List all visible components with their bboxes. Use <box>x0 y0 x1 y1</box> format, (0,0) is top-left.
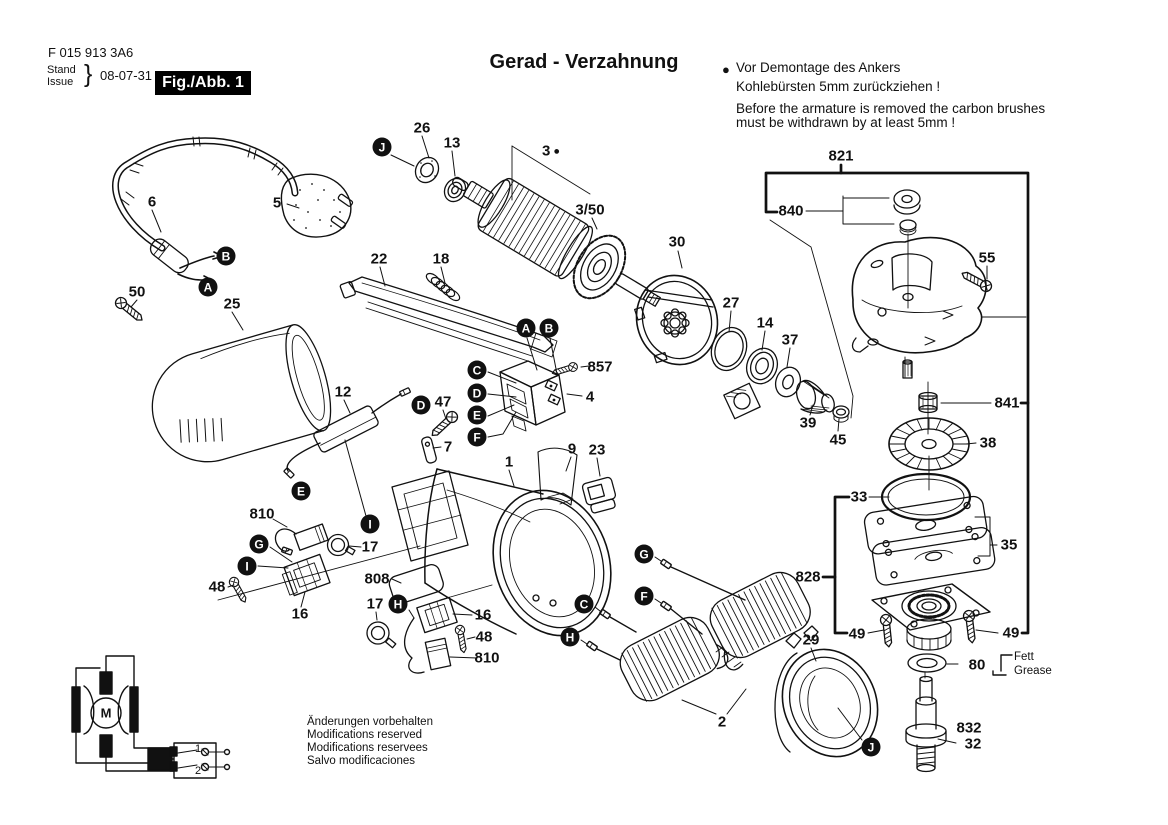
washer-80-drawing <box>908 654 946 672</box>
document-number: F 015 913 3A6 <box>48 45 134 60</box>
marker-g: G <box>250 535 269 554</box>
leader-lines <box>128 136 998 743</box>
part-label-857: 857 <box>587 358 613 376</box>
page-title: Gerad - Verzahnung <box>489 51 679 73</box>
part-label-7: 7 <box>443 438 453 456</box>
cap-17-right-drawing <box>367 622 396 648</box>
armature-drawing <box>436 150 675 331</box>
clamp-7-drawing <box>421 436 437 464</box>
part-label-38: 38 <box>979 434 997 452</box>
grease-note-en: Grease <box>1014 665 1052 677</box>
pinion-841-drawing <box>919 393 937 413</box>
felt-ring-26-drawing <box>411 153 443 187</box>
part-label-18: 18 <box>432 250 450 268</box>
spindle-collar-drawing <box>903 360 912 378</box>
issue-label-line: Issue <box>47 76 74 88</box>
brush-holder-16-left-drawing <box>280 554 330 597</box>
grease-note-de: Fett <box>1014 651 1034 663</box>
part-label-828: 828 <box>795 568 821 586</box>
part-label-3-50: 3/50 <box>575 201 605 219</box>
brush-810-left-drawing <box>275 524 328 555</box>
marker-e: E <box>468 406 487 425</box>
part-label-45: 45 <box>829 431 847 449</box>
part-label-49: 49 <box>1002 624 1020 642</box>
part-label-16: 16 <box>291 605 309 623</box>
nut-45-drawing <box>833 406 849 422</box>
part-label-55: 55 <box>978 249 996 267</box>
gasket-plates-35-drawing <box>863 495 996 587</box>
part-label-49: 49 <box>848 625 866 643</box>
marker-g: G <box>635 545 654 564</box>
housing-cap-drawing <box>139 320 339 475</box>
power-cord-drawing <box>115 137 295 248</box>
footer-line-fr: Modifications reservees <box>307 742 428 754</box>
part-label-9: 9 <box>567 440 577 458</box>
marker-j: J <box>373 138 392 157</box>
marker-h: H <box>389 595 408 614</box>
part-label-6: 6 <box>147 193 157 211</box>
part-label-2: 2 <box>717 713 727 731</box>
part-label-48: 48 <box>208 578 226 596</box>
footer-line-en: Modifications reserved <box>307 729 423 741</box>
field-coil-lower-drawing <box>613 608 731 708</box>
marker-i: I <box>361 515 380 534</box>
part-label-14: 14 <box>756 314 774 332</box>
spindle-32-drawing <box>906 677 946 772</box>
cap-840-drawing <box>894 190 920 235</box>
switch-4-drawing <box>500 361 565 431</box>
part-label-16: 16 <box>474 606 492 624</box>
marker-f: F <box>635 587 654 606</box>
brace-glyph: } <box>84 60 93 88</box>
screw-55-drawing <box>960 268 994 293</box>
wiring-schematic <box>72 656 230 778</box>
part-label-3: 3 ● <box>542 142 560 160</box>
marker-j: J <box>862 738 881 757</box>
stand-label-line: Stand <box>47 64 76 76</box>
marker-b: B <box>540 319 559 338</box>
part-label-5: 5 <box>272 194 282 212</box>
footer-line-es: Salvo modificaciones <box>307 755 416 767</box>
part-label-1: 1 <box>504 453 514 471</box>
marker-c: C <box>468 361 487 380</box>
part-label-840: 840 <box>778 202 804 220</box>
part-label-17: 17 <box>366 595 384 613</box>
marker-b: B <box>217 247 236 266</box>
marker-c: C <box>575 595 594 614</box>
cap-17-left-drawing <box>328 535 355 556</box>
part-label-30: 30 <box>668 233 686 251</box>
marker-a: A <box>199 278 218 297</box>
part-label-22: 22 <box>370 250 388 268</box>
marker-a: A <box>517 319 536 338</box>
gear-housing-drawing <box>852 238 986 353</box>
part-label-35: 35 <box>1000 536 1018 554</box>
part-label-32: 32 <box>964 735 982 753</box>
notice-en-line2: must be withdrawn by at least 5mm ! <box>736 115 956 130</box>
switch-carrier-frame-drawing <box>392 471 468 561</box>
part-label-80: 80 <box>968 656 986 674</box>
notice-de-line2: Kohlebürsten 5mm zurückziehen ! <box>736 79 941 94</box>
notice-en-line1: Before the armature is removed the carbon brushes <box>736 101 1046 116</box>
marker-d: D <box>468 384 487 403</box>
part-label-13: 13 <box>443 134 461 152</box>
schematic-terminal-2-label: 2 <box>194 765 202 777</box>
part-label-832: 832 <box>956 719 982 737</box>
stand-issue-label <box>47 64 76 88</box>
screw-48-left-drawing <box>228 576 250 605</box>
part-label-808: 808 <box>364 570 390 588</box>
part-label-25: 25 <box>223 295 241 313</box>
schematic-terminal-1-label: 1 <box>194 743 202 755</box>
part-label-841: 841 <box>994 394 1020 412</box>
schematic-motor-label: M <box>100 705 112 721</box>
marker-h: H <box>561 628 580 647</box>
service-dot: ● <box>553 145 560 158</box>
notice-de-line1: Vor Demontage des Ankers <box>736 60 901 75</box>
figure-label-box: Fig./Abb. 1 <box>155 71 251 95</box>
o-ring-33-drawing <box>882 474 970 520</box>
part-label-39: 39 <box>799 414 817 432</box>
bracket-821 <box>766 165 1028 633</box>
issue-date: 08-07-31 <box>100 68 153 83</box>
bracket-828 <box>823 497 849 633</box>
marker-d: D <box>412 396 431 415</box>
part-label-29: 29 <box>802 631 820 649</box>
part-label-26: 26 <box>413 119 431 137</box>
part-label-33: 33 <box>850 488 868 506</box>
suppressor-12-drawing <box>284 388 411 479</box>
screw-48-right-drawing <box>455 625 469 654</box>
part-label-810: 810 <box>474 649 500 667</box>
grease-bracket-icon <box>993 655 1012 675</box>
part-label-48: 48 <box>475 628 493 646</box>
brush-holder-16-right-drawing <box>417 597 457 632</box>
marker-i: I <box>238 557 257 576</box>
part-label-37: 37 <box>781 331 799 349</box>
part-label-4: 4 <box>585 388 595 406</box>
part-label-47: 47 <box>434 393 452 411</box>
marker-f: F <box>468 428 487 447</box>
part-label-50: 50 <box>128 283 146 301</box>
switch-slider-23-drawing <box>582 477 619 515</box>
marker-e: E <box>292 482 311 501</box>
part-label-12: 12 <box>334 383 352 401</box>
part-label-810: 810 <box>249 505 275 523</box>
notice-bullet: ● <box>722 62 730 77</box>
part-label-821: 821 <box>828 147 854 165</box>
air-deflector-30-drawing <box>625 265 729 375</box>
part-label-17: 17 <box>361 538 379 556</box>
key-block-drawing <box>724 383 760 418</box>
part-label-27: 27 <box>722 294 740 312</box>
part-label-23: 23 <box>588 441 606 459</box>
footer-line-de: Änderungen vorbehalten <box>307 716 433 728</box>
bevel-gear-38-drawing <box>889 418 969 470</box>
